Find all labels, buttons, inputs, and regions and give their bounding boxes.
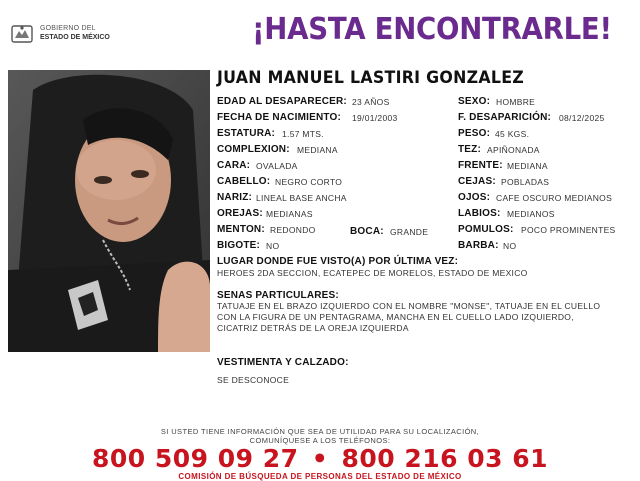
- features-label: SENAS PARTICULARES:: [217, 290, 339, 301]
- field-value: MEDIANAS: [266, 209, 313, 219]
- field-value: CAFE OSCURO MEDIANOS: [496, 193, 613, 203]
- field-label: ESTATURA:: [217, 128, 276, 139]
- field-label: BIGOTE:: [217, 240, 261, 251]
- footer-note-line2: COMUNÍQUESE A LOS TELÉFONOS:: [249, 436, 391, 445]
- field-value: NO: [503, 241, 517, 251]
- footer-note-line1: SI USTED TIENE INFORMACIÓN QUE SEA DE UTILIDAD PARA SU LOCALIZACIÓN,: [160, 427, 480, 436]
- clothing-label: VESTIMENTA Y CALZADO:: [217, 357, 349, 368]
- field-label: NARIZ:: [217, 192, 253, 203]
- missing-person-photo: [8, 70, 210, 352]
- phone-number-1[interactable]: 800 509 09 27: [91, 444, 299, 473]
- field-label: BARBA:: [458, 240, 499, 251]
- field-label: BOCA:: [350, 226, 384, 237]
- field-value: 08/12/2025: [559, 113, 605, 123]
- field-value: HOMBRE: [496, 97, 536, 107]
- government-logo: [10, 22, 120, 48]
- last-seen-label: LUGAR DONDE FUE VISTO(A) POR ÚLTIMA VEZ:: [217, 256, 459, 267]
- field-label: CARA:: [217, 160, 251, 171]
- phone-number-2[interactable]: 800 216 03 61: [341, 444, 549, 473]
- phone-numbers: [0, 444, 640, 473]
- field-label: OREJAS:: [217, 208, 263, 219]
- field-label: PESO:: [458, 128, 491, 139]
- logo-line1: GOBIERNO DEL: [40, 25, 96, 32]
- field-label: OJOS:: [458, 192, 491, 203]
- field-value: REDONDO: [270, 225, 316, 235]
- logo-line2: ESTADO DE MÉXICO: [40, 34, 110, 41]
- phone-separator: •: [311, 444, 329, 473]
- field-value: POBLADAS: [501, 177, 550, 187]
- field-value: MEDIANOS: [507, 209, 555, 219]
- field-value: OVALADA: [256, 161, 298, 171]
- field-label: MENTON:: [217, 224, 265, 235]
- field-label: SEXO:: [458, 96, 491, 107]
- field-label: POMULOS:: [458, 224, 514, 235]
- field-label: COMPLEXION:: [217, 144, 290, 155]
- field-value: NO: [266, 241, 280, 251]
- field-label: CABELLO:: [217, 176, 271, 187]
- field-label: FRENTE:: [458, 160, 503, 171]
- field-value: NEGRO CORTO: [275, 177, 343, 187]
- field-label: CEJAS:: [458, 176, 496, 187]
- field-value: POCO PROMINENTES: [521, 225, 616, 235]
- field-label: F. DESAPARICIÓN:: [458, 112, 552, 123]
- field-value: 19/01/2003: [352, 113, 398, 123]
- field-label: TEZ:: [458, 144, 482, 155]
- last-seen-value: HEROES 2DA SECCION, ECATEPEC DE MORELOS, ESTADO DE MEXICO: [217, 268, 528, 278]
- field-value: MEDIANA: [507, 161, 548, 171]
- field-value: APIÑONADA: [487, 145, 540, 155]
- field-value: MEDIANA: [297, 145, 338, 155]
- clothing-value: SE DESCONOCE: [217, 375, 290, 385]
- person-name: JUAN MANUEL LASTIRI GONZALEZ: [217, 68, 525, 88]
- commission-name: COMISIÓN DE BÚSQUEDA DE PERSONAS DEL ESTADO DE MÉXICO: [178, 472, 462, 481]
- features-value: TATUAJE EN EL BRAZO IZQUIERDO CON EL NOMBRE "MONSE", TATUAJE EN EL CUELLO CON LA FIGURA DE UN PENTAGRAMA, MANCHA EN EL CUELLO LADO IZQUIERDO, CICATRIZ DETRÁS DE LA OREJA IZQUIERDA: [217, 301, 601, 333]
- coat-of-arms-icon: [10, 22, 34, 46]
- field-label: FECHA DE NACIMIENTO:: [217, 112, 341, 123]
- field-value: 1.57 MTS.: [282, 129, 324, 139]
- photo-illustration: [8, 70, 210, 352]
- field-value: 45 KGS.: [495, 129, 530, 139]
- field-value: LINEAL BASE ANCHA: [256, 193, 347, 203]
- headline: ¡HASTA ENCONTRARLE!: [252, 12, 612, 47]
- field-value: GRANDE: [390, 227, 429, 237]
- field-label: LABIOS:: [458, 208, 501, 219]
- field-label: EDAD AL DESAPARECER:: [217, 96, 347, 107]
- field-value: 23 AÑOS: [352, 97, 390, 107]
